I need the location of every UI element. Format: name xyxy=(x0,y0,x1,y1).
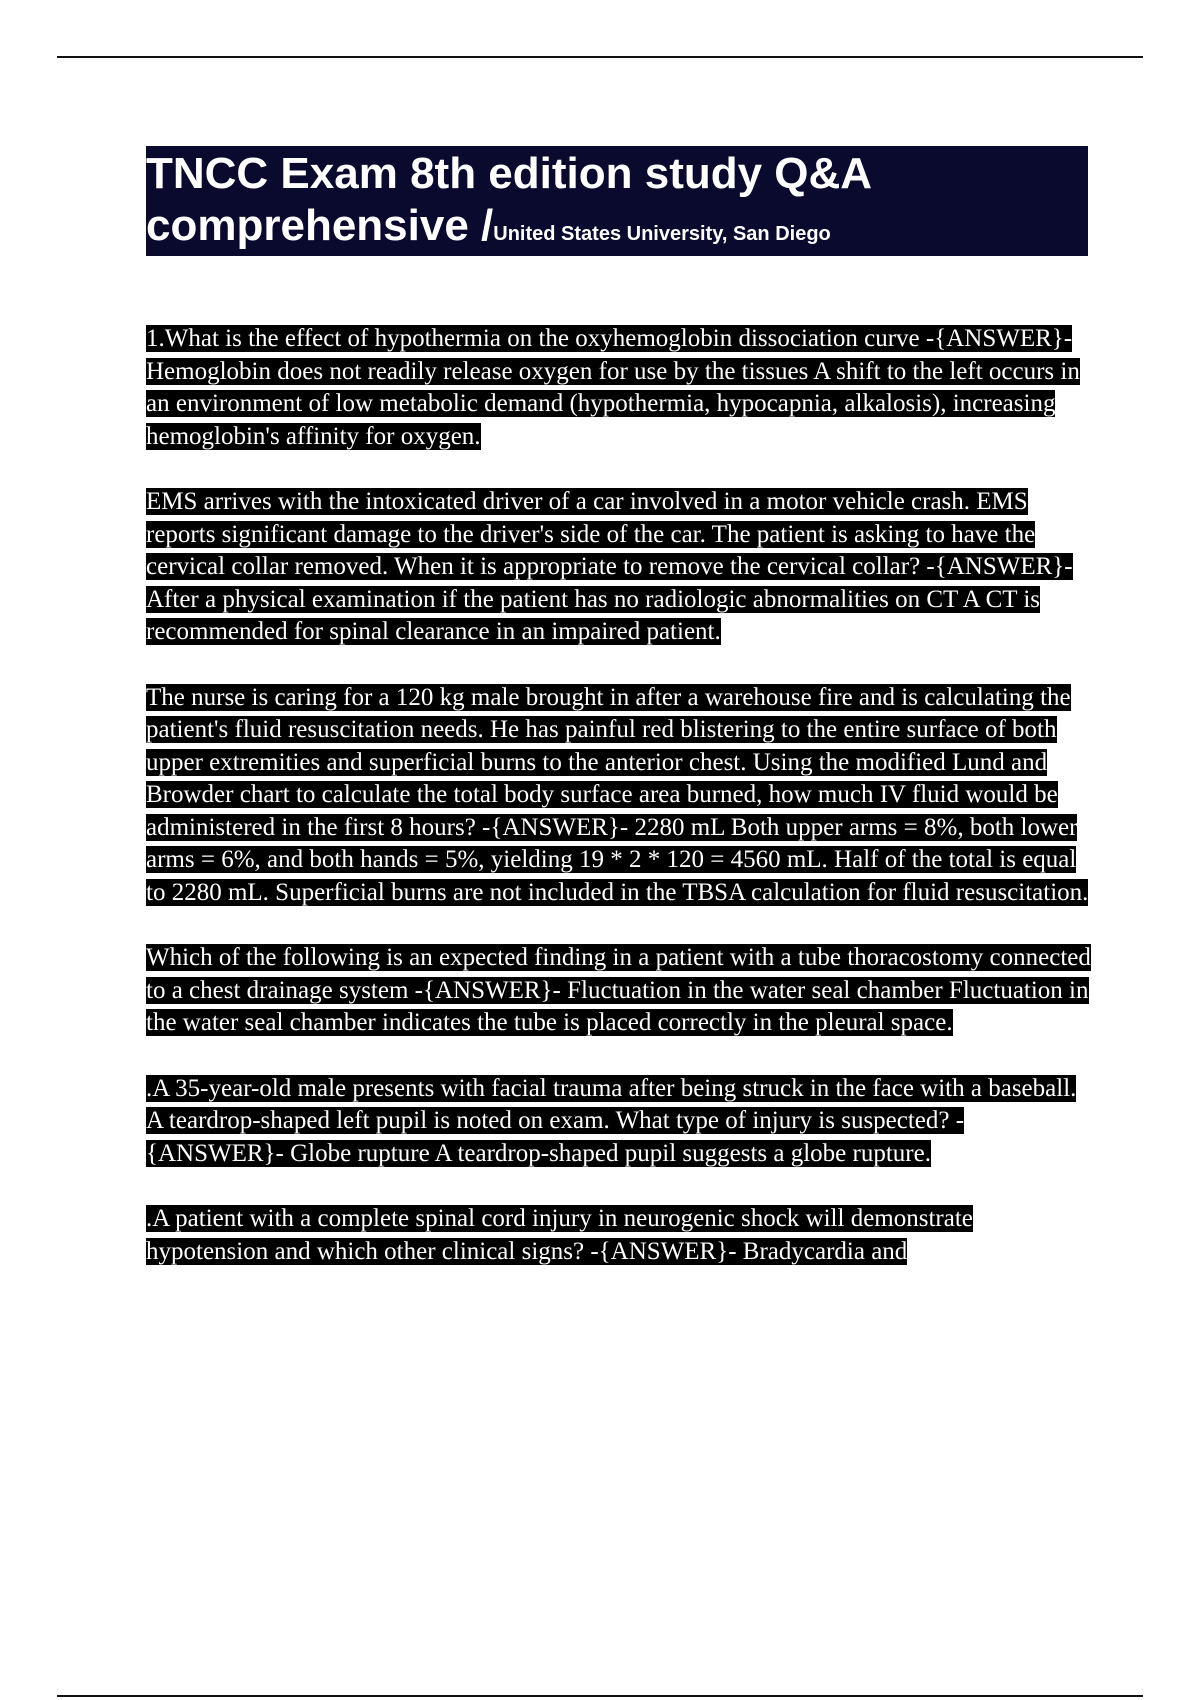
qa-item-text: .A 35-year-old male presents with facial trauma after being struck in the face with a baseball. A teardrop-shaped left pupil is noted on exam. What type of injury is suspected? -{ANSWER}- Globe rupture A teardrop-shaped pupil suggests a globe rupture. xyxy=(146,1074,1077,1167)
qa-item xyxy=(146,1203,1096,1268)
qa-item xyxy=(146,486,1096,649)
qa-item-text: The nurse is caring for a 120 kg male brought in after a warehouse fire and is calculating the patient's fluid resuscitation needs. He has painful red blistering to the entire surface of both upper extremities and superficial burns to the anterior chest. Using the modified Lund and Browder chart to calculate the total body surface area burned, how much IV fluid would be administered in the first 8 hours? -{ANSWER}- 2280 mL Both upper arms = 8%, both lower arms = 6%, and both hands = 5%, yielding 19 * 2 * 120 = 4560 mL. Half of the total is equal to 2280 mL. Superficial burns are not included in the TBSA calculation for fluid resuscitation. xyxy=(146,683,1089,906)
header-rule xyxy=(57,56,1143,58)
document-title-text: comprehensive / xyxy=(146,201,494,250)
document-title-block xyxy=(146,146,1088,256)
institution-name: United States University, San Diego xyxy=(493,223,831,245)
qa-item xyxy=(146,682,1096,910)
qa-item-text: EMS arrives with the intoxicated driver of a car involved in a motor vehicle crash. EMS reports significant damage to the driver's side of the car. The patient is asking to have the cervical collar removed. When it is appropriate to remove the cervical collar? -{ANSWER}- After a physical examination if the patient has no radiologic abnormalities on CT A CT is recommended for spinal clearance in an impaired patient. xyxy=(146,488,1073,645)
qa-item xyxy=(146,1073,1096,1171)
qa-item xyxy=(146,323,1096,453)
document-title-line-1: TNCC Exam 8th edition study Q&A xyxy=(146,149,873,198)
qa-item-text: .A patient with a complete spinal cord injury in neurogenic shock will demonstrate hypotension and which other clinical signs? -{ANSWER}- Bradycardia and xyxy=(146,1205,973,1265)
qa-item-text: Which of the following is an expected finding in a patient with a tube thoracostomy connected to a chest drainage system -{ANSWER}- Fluctuation in the water seal chamber Fluctuation in the water seal chamber indicates the tube is placed correctly in the pleural space. xyxy=(146,944,1091,1036)
document-title-line-2 xyxy=(146,200,1088,260)
qa-item xyxy=(146,942,1096,1040)
qa-item-text: 1.What is the effect of hypothermia on the oxyhemoglobin dissociation curve -{ANSWER}- Hemoglobin does not readily release oxygen for use by the tissues A shift to the left occurs in an environment of low metabolic demand (hypothermia, hypocapnia, alkalosis), increasing hemoglobin's affinity for oxygen. xyxy=(146,325,1080,450)
qa-content xyxy=(146,323,1096,1301)
footer-rule xyxy=(57,1695,1143,1697)
